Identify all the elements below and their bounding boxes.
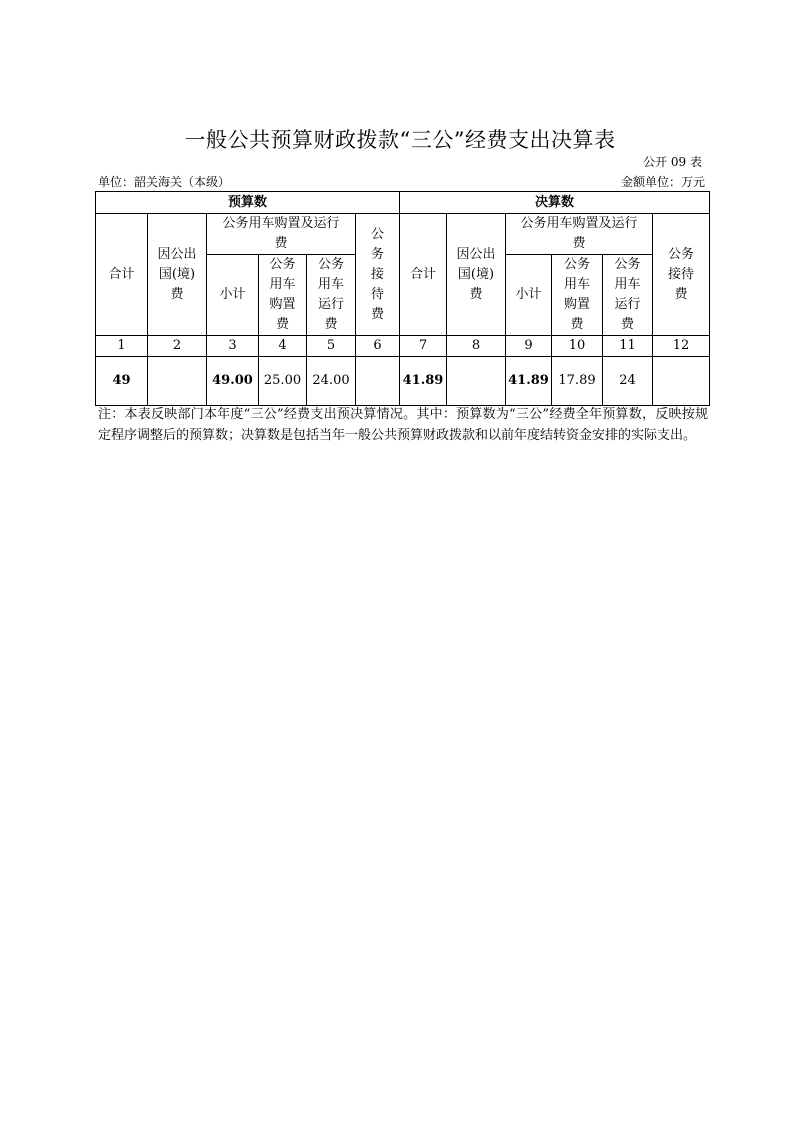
amount-unit-label: 金额单位：万元: [620, 175, 705, 189]
header-subtotal: 小计: [506, 255, 552, 336]
column-index: 8: [447, 336, 506, 357]
final-group-header: 决算数: [400, 192, 710, 214]
form-number: 公开 09 表: [643, 155, 702, 169]
value-cell: 49.00: [207, 357, 259, 406]
header-total: 合计: [96, 214, 148, 336]
column-index: 1: [96, 336, 148, 357]
header-purchase: 公务用车购置费: [259, 255, 307, 336]
column-index: 7: [400, 336, 447, 357]
page-title: 一般公共预算财政拨款“三公”经费支出决算表: [184, 128, 616, 152]
header-operation: 公务用车运行费: [603, 255, 653, 336]
value-cell: 49: [96, 357, 148, 406]
header-operation: 公务用车运行费: [307, 255, 356, 336]
header-reception: 公务接待费: [653, 214, 710, 336]
value-cell: 41.89: [400, 357, 447, 406]
value-cell: [653, 357, 710, 406]
unit-label: 单位：韶关海关（本级）: [98, 175, 231, 189]
header-subtotal: 小计: [207, 255, 259, 336]
value-cell: 24.00: [307, 357, 356, 406]
column-index: 4: [259, 336, 307, 357]
header-vehicle: 公务用车购置及运行费: [506, 214, 653, 255]
value-cell: [447, 357, 506, 406]
budget-group-header: 预算数: [96, 192, 400, 214]
value-cell: [356, 357, 400, 406]
column-index: 9: [506, 336, 552, 357]
value-cell: 24: [603, 357, 653, 406]
column-index: 3: [207, 336, 259, 357]
value-cell: 25.00: [259, 357, 307, 406]
header-abroad: 因公出国(境)费: [447, 214, 506, 336]
header-reception: 公务接待费: [356, 214, 400, 336]
header-abroad: 因公出国(境)费: [148, 214, 207, 336]
column-index: 11: [603, 336, 653, 357]
header-purchase: 公务用车购置费: [552, 255, 603, 336]
header-vehicle: 公务用车购置及运行费: [207, 214, 356, 255]
value-cell: 41.89: [506, 357, 552, 406]
column-index: 10: [552, 336, 603, 357]
table-note: 注：本表反映部门本年度“三公”经费支出预决算情况。其中：预算数为“三公”经费全年预算数，反映按规定程序调整后的预算数；决算数是包括当年一般公共预算财政拨款和以前年度结转资金安排的实际支出。: [98, 407, 708, 443]
value-cell: 17.89: [552, 357, 603, 406]
header-total: 合计: [400, 214, 447, 336]
value-cell: [148, 357, 207, 406]
column-index: 2: [148, 336, 207, 357]
column-index: 6: [356, 336, 400, 357]
column-index: 12: [653, 336, 710, 357]
budget-table: [95, 191, 710, 406]
column-index: 5: [307, 336, 356, 357]
